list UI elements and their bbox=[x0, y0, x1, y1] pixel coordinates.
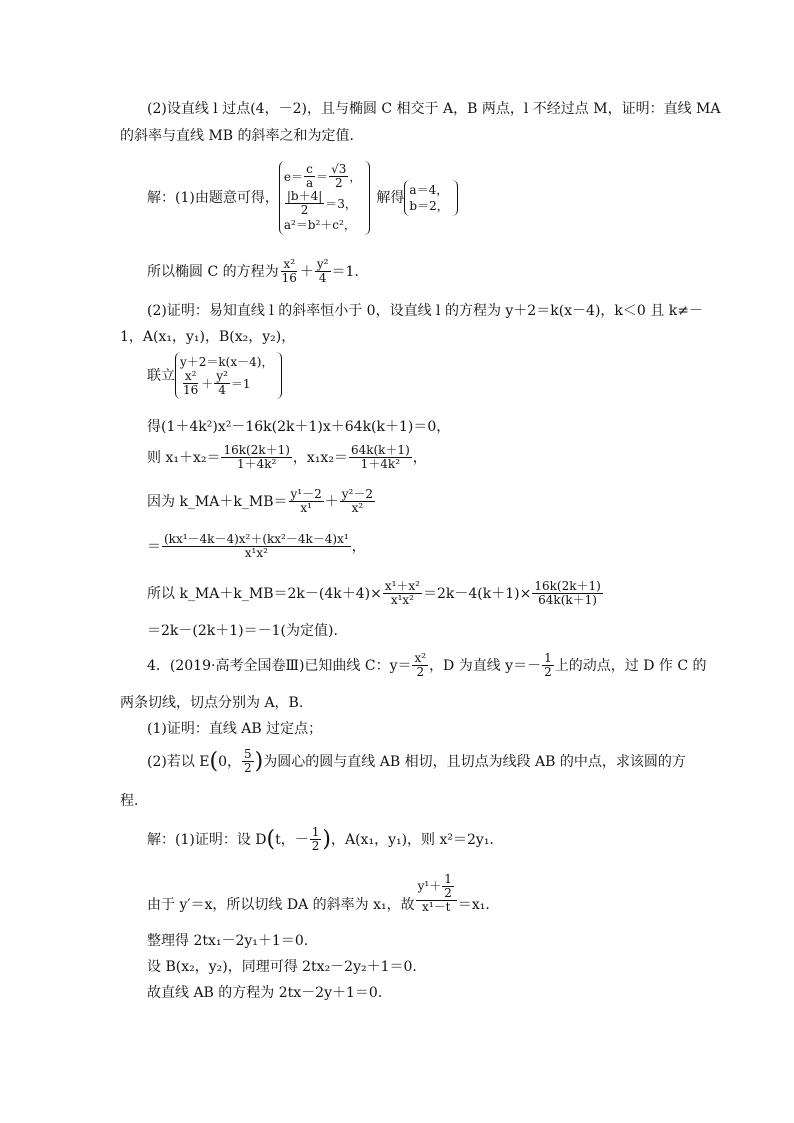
text-segment: 解得 bbox=[376, 190, 405, 206]
text-segment: 所以椭圆 C 的方程为 bbox=[147, 263, 279, 280]
text-segment: 所以 k_MA＋k_MB＝2k－(4k＋4)× bbox=[147, 585, 382, 602]
solution-1 bbox=[147, 148, 458, 248]
text-segment: 为圆心的圆与直线 AB 相切，且切点为线段 AB 的中点，求该圆的方 bbox=[263, 753, 686, 770]
paren: ( bbox=[266, 826, 276, 852]
fraction: $\frac{\text{x²}}{16}$ bbox=[281, 257, 297, 285]
fraction: $\frac{16k(2k+1)}{\text{1＋4k²}}$ bbox=[223, 443, 290, 471]
big-fraction-line: ＝ $\frac{\text{(kx¹－4k－4)x²＋(kx²－4k－4)x¹}}{\text{x¹x²}}$ ， bbox=[147, 532, 366, 560]
ellipse-equation bbox=[147, 258, 359, 285]
fraction: $\frac{c}{a}$ bbox=[305, 162, 314, 190]
paren: ) bbox=[322, 826, 331, 852]
text-segment: ，D 为直线 y＝－ bbox=[429, 657, 542, 674]
math-text: ＝3， bbox=[325, 196, 357, 211]
text-line: (2)证明：易知直线 l 的斜率恒小于 0，设直线 l 的方程为 y＋2＝k(x－4)，k＜0 且 k≠－ bbox=[147, 303, 703, 319]
solution-4: 解：(1)证明：设 D ( t，－ $\frac{1}{2}$ ) ，A(x₁，y₁)，则 x²＝2y₁. bbox=[147, 825, 494, 853]
text-segment: 则 x₁＋x₂＝ bbox=[147, 449, 221, 466]
math-text: e＝ bbox=[283, 169, 303, 184]
joint-system bbox=[147, 352, 282, 399]
text-segment: ，A(x₁，y₁)，则 x²＝2y₁. bbox=[330, 831, 494, 848]
math-text: ， bbox=[349, 169, 362, 184]
fraction: $\frac{1}{2}$ bbox=[311, 825, 320, 853]
text-line: (1)证明：直线 AB 过定点； bbox=[147, 721, 323, 737]
fraction: y¹＋ $\frac{1}{2}$ x¹－t bbox=[416, 873, 457, 914]
text-segment: 因为 k_MA＋k_MB＝ bbox=[147, 493, 288, 510]
text-line: 的斜率与直线 MB 的斜率之和为定值． bbox=[120, 128, 364, 144]
fraction: $\frac{5}{2}$ bbox=[244, 747, 252, 775]
text-segment: 4．(2019·高考全国卷Ⅲ)已知曲线 C：y＝ bbox=[147, 657, 412, 674]
text-segment: ，x₁x₂＝ bbox=[292, 449, 348, 466]
slope-line bbox=[147, 870, 490, 914]
text-line: 1，A(x₁，y₁)，B(x₂，y₂)， bbox=[120, 329, 296, 345]
fraction: $\frac{\text{(kx¹－4k－4)x²＋(kx²－4k－4)x¹}}{\text{x¹x²}}$ bbox=[164, 532, 349, 560]
result-line bbox=[147, 580, 604, 607]
text-line: (2)设直线 l 过点(4，－2)，且与椭圆 C 相交于 A，B 两点，l 不经过点 M，证明：直线 MA bbox=[147, 101, 721, 117]
math-text: ＋ bbox=[299, 263, 314, 280]
equation-system: y＋2＝k(x－4)， $\frac{\text{x²}}{16}$ ＋ $\frac{\text{y²}}{4}$ ＝1 bbox=[175, 352, 282, 399]
fraction: $\frac{\text{x²}}{16}$ bbox=[183, 369, 199, 397]
text-line: 故直线 AB 的方程为 2tx－2y＋1＝0. bbox=[147, 985, 383, 1001]
text-segment: ＝2k－4(k＋1)× bbox=[423, 585, 532, 602]
math-text: ＝1. bbox=[331, 263, 359, 280]
problem-4 bbox=[147, 652, 707, 679]
fraction: $\frac{\text{y²－2}}{\text{x²}}$ bbox=[341, 487, 373, 515]
text-segment: 联立 bbox=[147, 367, 175, 384]
equation-system bbox=[279, 161, 371, 235]
fraction: $\frac{√3}{2}$ bbox=[331, 162, 347, 190]
fraction: $\frac{\text{y²}}{4}$ bbox=[216, 369, 228, 397]
text-segment: (2)若以 E bbox=[147, 753, 210, 770]
text-line: 程． bbox=[120, 793, 148, 809]
text-segment: ＝ bbox=[147, 538, 161, 555]
text-segment: 解：(1)由题意可得， bbox=[147, 190, 279, 206]
fraction: $\frac{\text{y¹－2}}{\text{x¹}}$ bbox=[290, 487, 322, 515]
text-line: ＝2k－(2k＋1)＝－1(为定值)． bbox=[147, 623, 348, 639]
fraction: $\frac{16k(2k+1)}{64k(k+1)}$ bbox=[534, 579, 601, 607]
text-segment: 由于 y′＝x，所以切线 DA 的斜率为 x₁，故 bbox=[147, 897, 415, 913]
equation-system: a＝4， b＝2， bbox=[404, 180, 457, 216]
text-segment: 解：(1)证明：设 D bbox=[147, 831, 267, 848]
fraction: $\frac{|b+4|}{2}$ bbox=[286, 189, 323, 217]
math-text: a²＝b²＋c²， bbox=[283, 218, 356, 232]
paren: ) bbox=[254, 748, 264, 774]
text-line: 整理得 2tx₁－2y₁＋1＝0. bbox=[147, 933, 309, 949]
text-segment: ＝x₁. bbox=[457, 897, 490, 913]
fraction: $\frac{64k(k+1)}{\text{1＋4k²}}$ bbox=[350, 443, 410, 471]
text-line: 两条切线，切点分别为 A，B. bbox=[120, 695, 304, 711]
text-segment: 上的动点，过 D 作 C 的 bbox=[554, 657, 707, 674]
fraction: $\frac{1}{2}$ bbox=[544, 651, 552, 679]
text-line: 设 B(x₂，y₂)，同理可得 2tx₂－2y₂＋1＝0. bbox=[147, 959, 417, 975]
math-text: ＝ bbox=[316, 169, 329, 184]
fraction: $\frac{\text{x¹＋x²}}{\text{x¹x²}}$ bbox=[384, 579, 420, 607]
paren: ( bbox=[209, 748, 219, 774]
vieta-line: 则 x₁＋x₂＝ $\frac{16k(2k+1)}{\text{1＋4k²}}$ ，x₁x₂＝ $\frac{64k(k+1)}{\text{1＋4k²}}$ ， bbox=[147, 443, 427, 471]
fraction: $\frac{\text{y²}}{4}$ bbox=[316, 257, 329, 285]
text-line: 得(1＋4k²)x²－16k(2k＋1)x＋64k(k＋1)＝0， bbox=[147, 419, 451, 435]
fraction: $\frac{\text{x²}}{2}$ bbox=[414, 651, 427, 679]
problem-4-part-2: (2)若以 E ( 0， $\frac{5}{2}$ ) 为圆心的圆与直线 AB 相切，且切点为线段 AB 的中点，求该圆的方 bbox=[147, 747, 686, 775]
k-line: 因为 k_MA＋k_MB＝ $\frac{\text{y¹－2}}{\text{x¹}}$ ＋ $\frac{\text{y²－2}}{\text{x²}}$ bbox=[147, 487, 373, 515]
